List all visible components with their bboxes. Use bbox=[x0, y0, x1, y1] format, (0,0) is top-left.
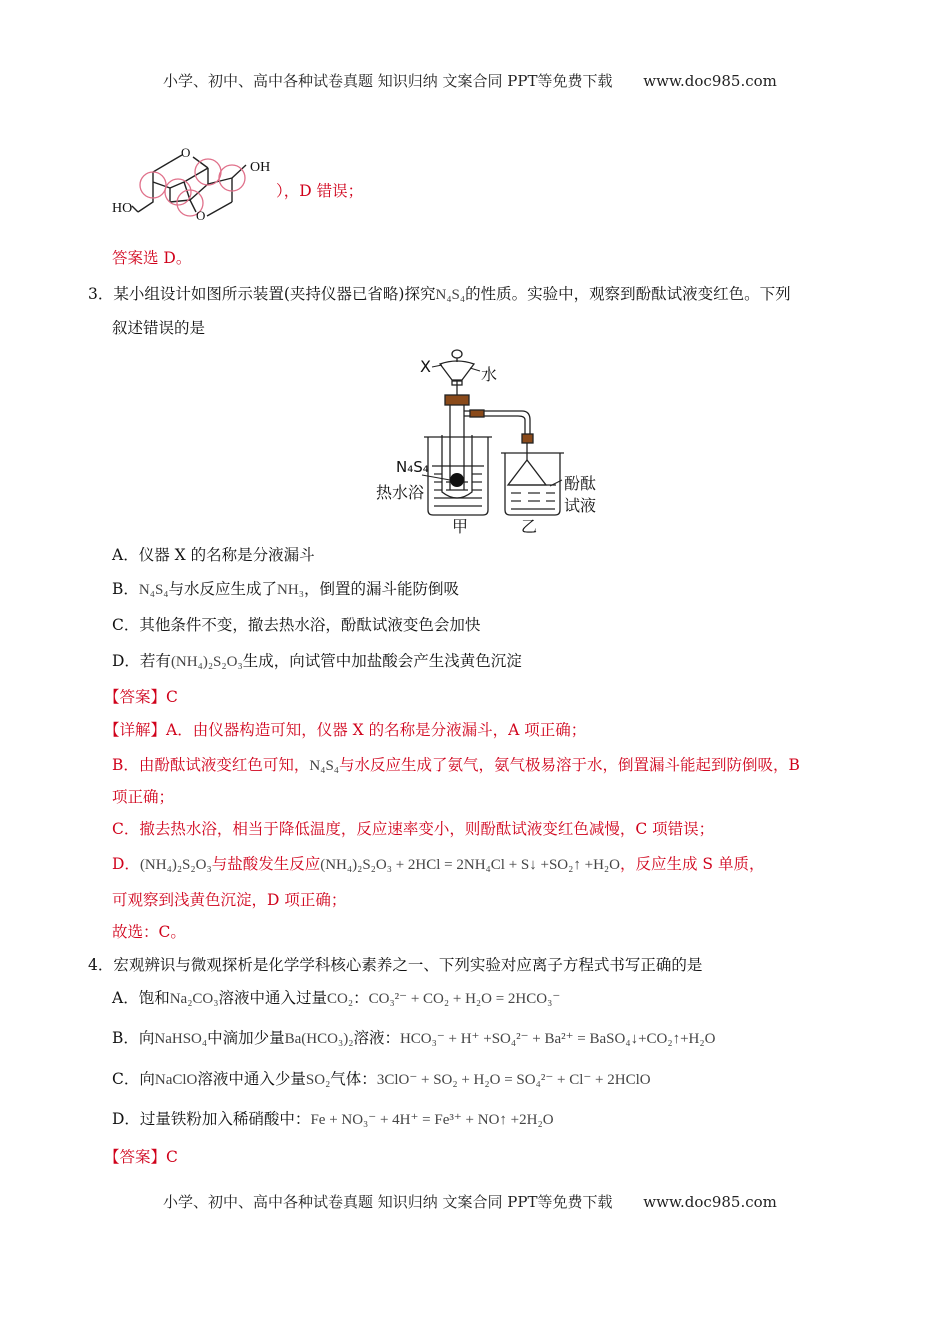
page-footer bbox=[163, 1191, 777, 1212]
q3-detail-b bbox=[112, 753, 800, 778]
q3-detail-tag: 【详解】 bbox=[104, 721, 167, 739]
q3-option-c: C．其他条件不变，撤去热水浴，酚酞试液变色会加快 bbox=[112, 616, 481, 634]
q3-number: 3． bbox=[88, 285, 114, 303]
q3-detail-d-label: D． bbox=[112, 855, 140, 873]
q4-option-c-text: 溶液中通入少量 bbox=[197, 1070, 306, 1088]
molecule-o-top: O bbox=[181, 145, 191, 160]
q3-detail-b-text2: 与水反应生成了氨气，氨气极易溶于水，倒置漏斗能起到防倒吸，B bbox=[339, 756, 800, 774]
q3-option-d-label: D．若有 bbox=[112, 652, 171, 670]
q4-option-b-formula1: NaHSO₄ bbox=[154, 1031, 208, 1047]
prev-answer: 答案选 D。 bbox=[112, 249, 192, 267]
q3-detail-d-cont: 可观察到浅黄色沉淀，D 项正确； bbox=[112, 891, 347, 909]
q4-option-b-text: 中滴加少量 bbox=[207, 1029, 285, 1047]
q3-stem-a: 某小组设计如图所示装置(夹持仪器已省略)探究 bbox=[113, 285, 436, 303]
molecule-tail: ），D 错误； bbox=[276, 182, 364, 200]
q4-option-d-label: D．过量铁粉加入稀硝酸中： bbox=[112, 1110, 311, 1128]
q3-stem-b: 的性质。实验中，观察到酚酞试液变红色。下列 bbox=[465, 285, 791, 303]
q4-stem-text: 宏观辨识与微观探析是化学学科核心素养之一、下列实验对应离子方程式书写正确的是 bbox=[113, 956, 703, 974]
header-url: www.doc985.com bbox=[643, 72, 777, 90]
q4-option-a-formula1: Na₂CO₃ bbox=[169, 991, 219, 1007]
q4-number: 4． bbox=[88, 956, 114, 974]
q3-option-b-formula2: NH₃ bbox=[277, 582, 304, 598]
q3-detail-a bbox=[104, 718, 586, 742]
q3-detail-d-equation: (NH₄)₂S₂O₃ + 2HCl = 2NH₄Cl + S↓ +SO₂↑ +H₂O bbox=[320, 857, 620, 873]
fig-label-reagent-1: 酚酞 bbox=[564, 474, 597, 493]
q3-stem-formula: N₄S₄ bbox=[435, 287, 466, 303]
q3-detail-d-text2: ，反应生成 S 单质， bbox=[619, 855, 765, 873]
fig-label-yi: 乙 bbox=[521, 517, 538, 536]
q3-detail-b-formula: N₄S₄ bbox=[309, 758, 340, 774]
q4-option-a-label: A．饱和 bbox=[112, 989, 170, 1007]
q4-option-c-equation: 3ClO⁻ + SO₂ + H₂O = SO₄²⁻ + Cl⁻ + 2HClO bbox=[376, 1072, 651, 1088]
q3-detail-a-text: A．由仪器构造可知，仪器 X 的名称是分液漏斗，A 项正确； bbox=[166, 721, 587, 739]
q3-answer: 【答案】C bbox=[104, 688, 178, 706]
footer-text: 小学、初中、高中各种试卷真题 知识归纳 文案合同 PPT等免费下载 bbox=[163, 1193, 613, 1211]
q4-option-b bbox=[112, 1026, 715, 1051]
q4-option-a-equation: CO₃²⁻ + CO₂ + H₂O = 2HCO₃⁻ bbox=[368, 991, 561, 1007]
q3-option-a: A．仪器 X 的名称是分液漏斗 bbox=[112, 546, 315, 564]
q3-detail-c: C．撤去热水浴，相当于降低温度，反应速率变小，则酚酞试液变红色减慢，C 项错误； bbox=[112, 820, 715, 838]
q4-option-b-colon: 溶液： bbox=[353, 1029, 400, 1047]
footer-url: www.doc985.com bbox=[643, 1193, 777, 1211]
fig-label-bath: 热水浴 bbox=[376, 483, 425, 502]
q4-answer: 【答案】C bbox=[104, 1148, 178, 1166]
q4-option-c-formula1: NaClO bbox=[154, 1072, 198, 1088]
q3-option-b-label: B． bbox=[112, 580, 139, 598]
molecule-oh: OH bbox=[250, 160, 271, 175]
q4-option-d bbox=[112, 1107, 554, 1132]
q3-option-b bbox=[112, 577, 459, 602]
molecule-ho: HO bbox=[112, 201, 133, 216]
q3-option-b-text2: ，倒置的漏斗能防倒吸 bbox=[303, 580, 459, 598]
q3-option-d bbox=[112, 649, 522, 674]
q3-detail-b-text1: B．由酚酞试液变红色可知， bbox=[112, 756, 310, 774]
molecule-o-bottom: O bbox=[196, 208, 206, 223]
q3-option-d-formula: (NH₄)₂S₂O₃ bbox=[170, 654, 243, 670]
q3-detail-b-cont: 项正确； bbox=[112, 788, 175, 806]
fig-label-x: X bbox=[420, 357, 431, 376]
header-text: 小学、初中、高中各种试卷真题 知识归纳 文案合同 PPT等免费下载 bbox=[163, 72, 613, 90]
q3-detail-d-formula1: (NH₄)₂S₂O₃ bbox=[139, 857, 212, 873]
page-header bbox=[163, 70, 777, 91]
q4-option-c-colon: 气体： bbox=[330, 1070, 377, 1088]
q4-option-a-colon: ： bbox=[353, 989, 369, 1007]
q3-detail-d-text1: 与盐酸发生反应 bbox=[211, 855, 321, 873]
fig-label-jia: 甲 bbox=[452, 517, 469, 536]
q3-option-b-text1: 与水反应生成了 bbox=[168, 580, 278, 598]
q4-option-a-text: 溶液中通入过量 bbox=[218, 989, 328, 1007]
q4-option-b-formula2: Ba(HCO₃)₂ bbox=[284, 1031, 354, 1047]
q4-stem bbox=[88, 953, 702, 977]
q4-option-b-label: B．向 bbox=[112, 1029, 155, 1047]
fig-label-n4s4: N₄S₄ bbox=[396, 458, 429, 476]
q4-option-b-equation: HCO₃⁻ + H⁺ +SO₄²⁻ + Ba²⁺ = BaSO₄↓+CO₂↑+H₂O bbox=[399, 1031, 716, 1047]
q4-option-c bbox=[112, 1067, 651, 1092]
q4-option-d-equation: Fe + NO₃⁻ + 4H⁺ = Fe³⁺ + NO↑ +2H₂O bbox=[310, 1112, 554, 1128]
q4-option-a bbox=[112, 986, 560, 1011]
q3-option-b-formula1: N₄S₄ bbox=[138, 582, 169, 598]
q3-stem-line1 bbox=[88, 282, 791, 307]
q3-conclusion: 故选：C。 bbox=[112, 923, 186, 941]
molecule-structure bbox=[108, 140, 278, 230]
q4-option-a-formula2: CO₂ bbox=[327, 991, 354, 1007]
q3-stem-line2: 叙述错误的是 bbox=[112, 319, 206, 337]
q3-detail-d bbox=[112, 852, 764, 877]
q4-option-c-label: C．向 bbox=[112, 1070, 155, 1088]
q3-option-d-text: 生成，向试管中加盐酸会产生浅黄色沉淀 bbox=[242, 652, 522, 670]
fig-label-reagent-2: 试液 bbox=[564, 496, 597, 515]
fig-label-water: 水 bbox=[481, 365, 498, 384]
q4-option-c-formula2: SO₂ bbox=[305, 1072, 331, 1088]
